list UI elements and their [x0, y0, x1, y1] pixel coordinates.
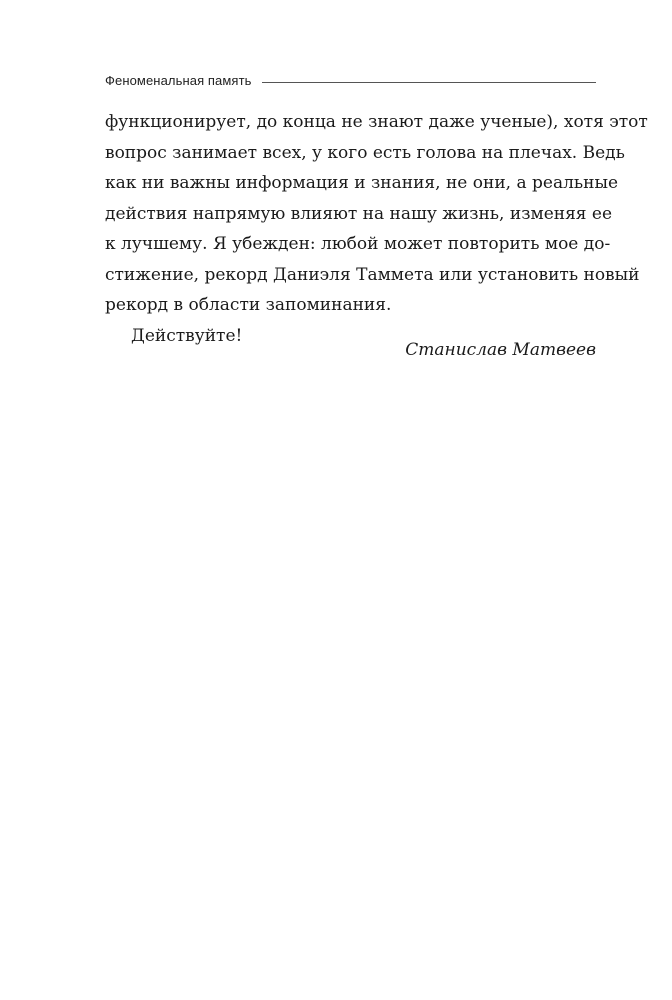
text-line: функционирует, до конца не знают даже ученые), хотя этот	[105, 112, 648, 132]
text-line: стижение, рекорд Даниэля Таммета или установить новый	[105, 264, 640, 285]
text-line: как ни важны информация и знания, не они, а реальные	[105, 173, 619, 193]
header-rule	[262, 82, 597, 83]
running-header	[105, 70, 596, 90]
body-text	[105, 107, 648, 351]
text-line: к лучшему. Я убежден: любой может повторить мое до-	[105, 234, 611, 254]
text-line: рекорд в области запоминания.	[105, 295, 392, 315]
text-line: вопрос занимает всех, у кого есть голова на плечах. Ведь	[105, 142, 625, 163]
closing-line: Действуйте!	[131, 325, 243, 346]
text-line: действия напрямую влияют на нашу жизнь, изменяя ее	[105, 203, 613, 224]
author-signature: Станислав Матвеев	[405, 340, 596, 360]
running-header-title: Феноменальная память	[105, 72, 252, 88]
